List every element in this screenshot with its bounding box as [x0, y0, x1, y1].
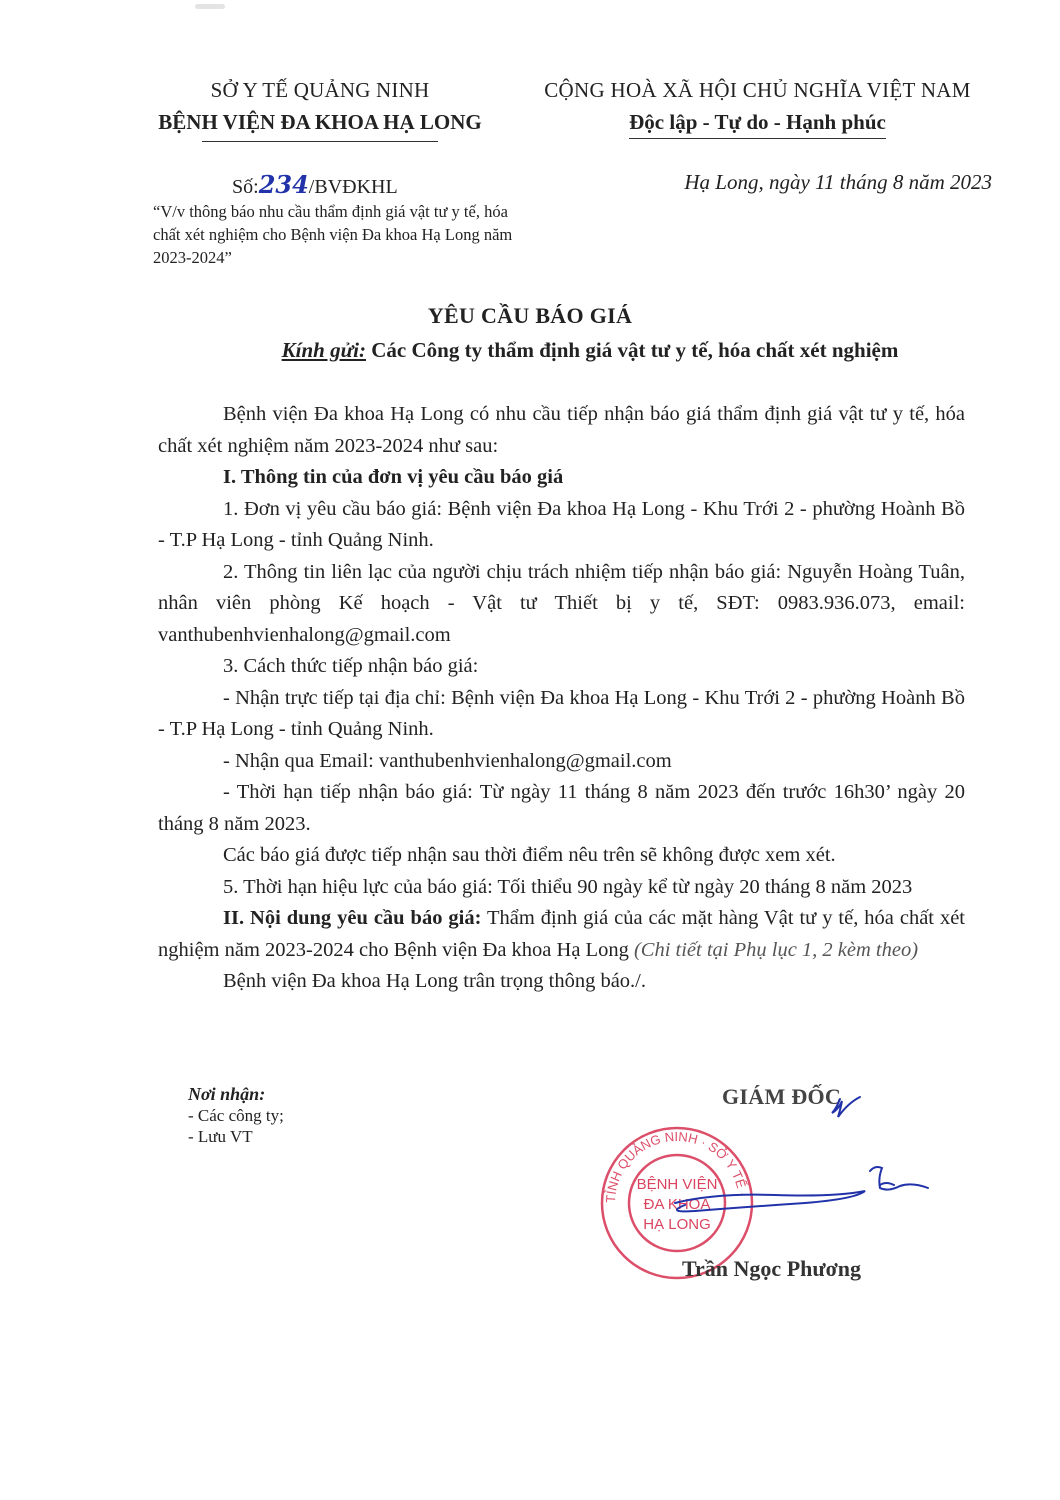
section-2-note: (Chi tiết tại Phụ lục 1, 2 kèm theo) [633, 938, 919, 961]
document-title: YÊU CẦU BÁO GIÁ [427, 303, 633, 328]
signature-tail [870, 1167, 928, 1190]
signature-strokes [675, 1097, 928, 1211]
recipients [188, 1084, 284, 1147]
number-code: /BVĐKHL [308, 176, 398, 198]
intro-paragraph: Bệnh viện Đa khoa Hạ Long có nhu cầu tiếp nhận báo giá thẩm định giá vật tư y tế, hóa chất xét nghiệm năm 2023-2024 như sau: [158, 403, 965, 457]
section-1-heading: I. Thông tin của đơn vị yêu cầu báo giá [223, 466, 564, 488]
document-date: Hạ Long, ngày 11 tháng 8 năm 2023 [684, 170, 992, 194]
section-2-text: Thẩm định giá của các mặt hàng Vật tư y tế, hóa chất xét nghiệm năm 2023-2024 cho Bệnh viện Đa khoa Hạ Long [158, 907, 965, 961]
item-1: 1. Đơn vị yêu cầu báo giá: Bệnh viện Đa khoa Hạ Long - Khu Trới 2 - phường Hoành Bồ - T.P Hạ Long - tỉnh Quảng Ninh. [158, 497, 965, 551]
recipient-item: - Các công ty; [188, 1106, 284, 1125]
deadline: - Thời hạn tiếp nhận báo giá: Từ ngày 11 tháng 8 năm 2023 đến trước 16h30’ ngày 20 tháng 8 năm 2023. [158, 781, 965, 835]
closing: Bệnh viện Đa khoa Hạ Long trân trọng thông báo./. [223, 970, 647, 992]
signer-name: Trần Ngọc Phương [682, 1256, 861, 1281]
item-3-email: - Nhận qua Email: vanthubenhvienhalong@gmail.com [223, 749, 672, 772]
stamp-line-2: ĐA KHOA [643, 1196, 711, 1213]
scan-artifact [195, 4, 225, 9]
nation-name: CỘNG HOÀ XÃ HỘI CHỦ NGHĨA VIỆT NAM [544, 78, 971, 102]
recipient-item: - Lưu VT [188, 1127, 253, 1146]
stamp-line-3: HẠ LONG [643, 1216, 711, 1233]
item-3: 3. Cách thức tiếp nhận báo giá: [223, 655, 479, 677]
recipients-title: Nơi nhận: [188, 1084, 266, 1104]
header-left [130, 78, 510, 139]
organization-underline [202, 141, 438, 142]
item-3-direct: - Nhận trực tiếp tại địa chỉ: Bệnh viện Đa khoa Hạ Long - Khu Trới 2 - phường Hoành Bồ - T.P Hạ Long - tỉnh Quảng Ninh. [158, 686, 965, 740]
initials-stroke [832, 1097, 860, 1117]
item-5: 5. Thời hạn hiệu lực của báo giá: Tối thiểu 90 ngày kể từ ngày 20 tháng 8 năm 2023 [223, 875, 913, 898]
signer-position: GIÁM ĐỐC [722, 1084, 842, 1109]
addressee [0, 338, 1060, 363]
section-2 [158, 903, 965, 966]
stamp-line-1: BỆNH VIỆN [636, 1176, 718, 1193]
document-number [232, 170, 398, 199]
handwritten-number: 234 [258, 170, 309, 199]
item-2: 2. Thông tin liên lạc của người chịu trách nhiệm tiếp nhận báo giá: Nguyễn Hoàng Tuân, nhân viên phòng Kế hoạch - Vật tư Thiết bị y tế, SĐT: 0983.936.073, email: vanthubenhvienhalong@gmail.com [158, 560, 965, 646]
section-2-heading: II. Nội dung yêu cầu báo giá: [223, 907, 482, 929]
document-body [158, 399, 965, 998]
addressee-label: Kính gửi: [281, 338, 366, 362]
signature-dash [880, 1183, 894, 1185]
signature-loop [675, 1191, 865, 1211]
stamp-ring-text: TỈNH QUẢNG NINH · SỞ Y TẾ · [602, 1128, 751, 1204]
late-note: Các báo giá được tiếp nhận sau thời điểm nêu trên sẽ không được xem xét. [223, 844, 836, 866]
ministry-name: SỞ Y TẾ QUẢNG NINH [210, 78, 430, 102]
national-motto: Độc lập - Tự do - Hạnh phúc [629, 110, 886, 139]
header-right [515, 78, 1000, 139]
number-prefix: Số: [232, 176, 259, 198]
organization-name: BỆNH VIỆN ĐA KHOA HẠ LONG [158, 110, 482, 134]
document-subject: “V/v thông báo nhu cầu thẩm định giá vật tư y tế, hóa chất xét nghiệm cho Bệnh viện Đa khoa Hạ Long năm 2023-2024” [153, 202, 513, 267]
addressee-text: Các Công ty thẩm định giá vật tư y tế, hóa chất xét nghiệm [371, 338, 899, 362]
